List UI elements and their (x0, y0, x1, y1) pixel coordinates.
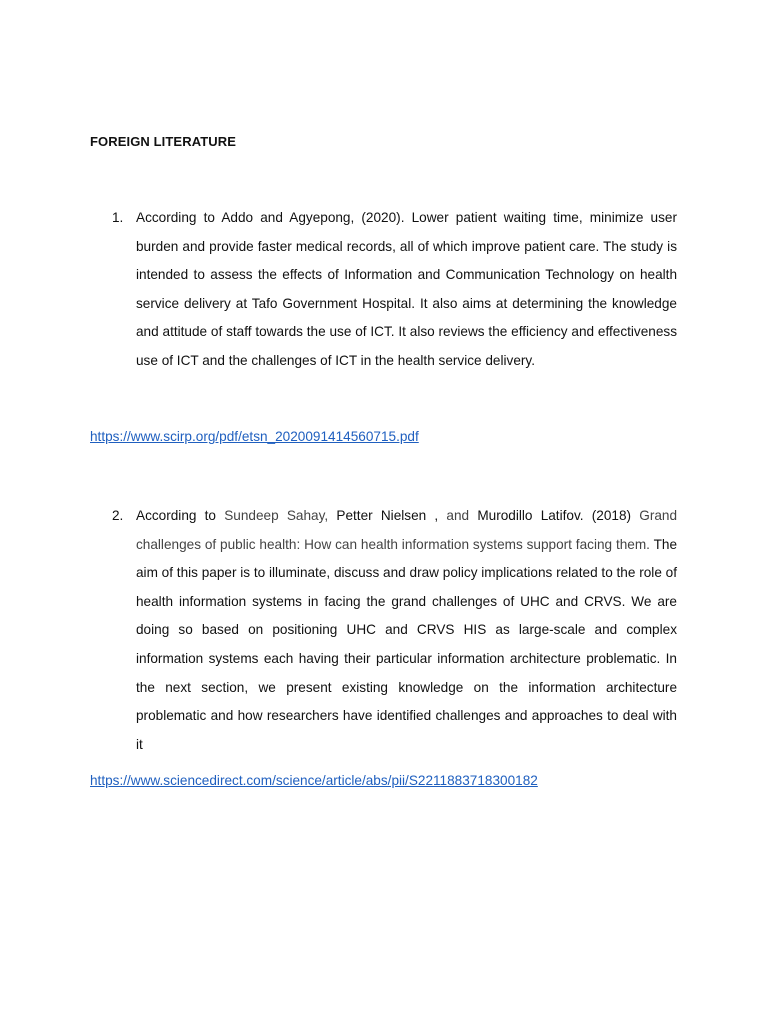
section-heading: FOREIGN LITERATURE (90, 134, 236, 149)
list-item (112, 204, 677, 376)
author-name: Murodillo Latifov. (477, 508, 584, 523)
citation-lead: According to (136, 508, 216, 523)
author-name: Petter Nielsen , (336, 508, 439, 523)
paragraph-text: The aim of this paper is to illuminate, discuss and draw policy implications related to the role of health information systems in facing the grand challenges of UHC and CRVS. We are doing so based on positioning UHC and CRVS HIS as large-scale and complex information systems each having their particular information architecture problematic. In the next section, we present existing knowledge on the information architecture problematic and how researchers have identified challenges and approaches to deal with it (136, 536, 678, 752)
citation-year: (2018) (591, 508, 632, 523)
reference-link[interactable]: https://www.sciencedirect.com/science/article/abs/pii/S2211883718300182 (90, 773, 538, 788)
list-item (112, 502, 678, 759)
list-number: 1. (112, 210, 124, 225)
conjunction: and (446, 508, 470, 523)
list-number: 2. (112, 508, 124, 523)
paragraph-text: According to Addo and Agyepong, (2020). Lower patient waiting time, minimize user burden and provide faster medical records, all of which improve patient care. The study is intended to assess the effects of Information and Communication Technology on health service delivery at Tafo Government Hospital. It also aims at determining the knowledge and attitude of staff towards the use of ICT. It also reviews the efficiency and effectiveness use of ICT and the challenges of ICT in the health service delivery. (136, 210, 677, 368)
author-name: Sundeep Sahay, (224, 508, 329, 523)
reference-link[interactable]: https://www.scirp.org/pdf/etsn_2020091414560715.pdf (90, 429, 419, 444)
article-title: Grand challenges of public health: How can health information systems support facing them. (136, 508, 678, 552)
